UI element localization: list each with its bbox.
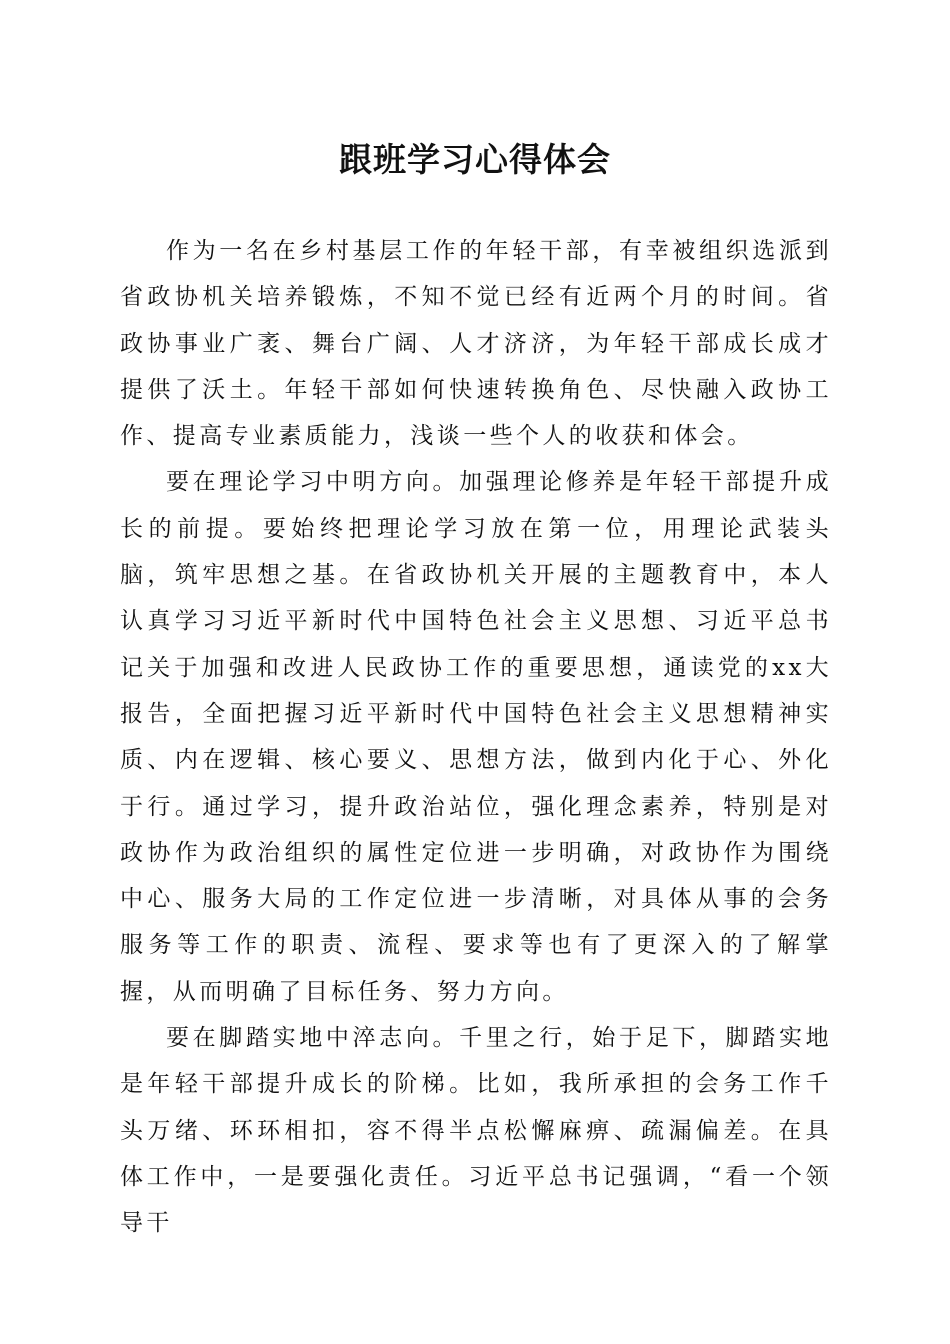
document-body <box>120 228 832 1247</box>
paragraph: 要在脚踏实地中淬志向。千里之行，始于足下，脚踏实地是年轻干部提升成长的阶梯。比如，我所承担的会务工作千头万绪、环环相扣，容不得半点松懈麻痹、疏漏偏差。在具体工作中，一是要强化责任。习近平总书记强调，“看一个领导干 <box>120 1025 832 1237</box>
document-title: 跟班学习心得体会 <box>339 140 611 179</box>
paragraph: 要在理论学习中明方向。加强理论修养是年轻干部提升成长的前提。要始终把理论学习放在第一位，用理论武装头脑，筑牢思想之基。在省政协机关开展的主题教育中，本人认真学习习近平新时代中国特色社会主义思想、习近平总书记关于加强和改进人民政协工作的重要思想，通读党的xx大报告，全面把握习近平新时代中国特色社会主义思想精神实质、内在逻辑、核心要义、思想方法，做到内化于心、外化于行。通过学习，提升政治站位，强化理念素养，特别是对政协作为政治组织的属性定位进一步明确，对政协作为围绕中心、服务大局的工作定位进一步清晰，对具体从事的会务服务等工作的职责、流程、要求等也有了更深入的了解掌握，从而明确了目标任务、努力方向。 <box>120 469 832 1005</box>
paragraph: 作为一名在乡村基层工作的年轻干部，有幸被组织选派到省政协机关培养锻炼，不知不觉已经有近两个月的时间。省政协事业广袤、舞台广阔、人才济济，为年轻干部成长成才提供了沃土。年轻干部如何快速转换角色、尽快融入政协工作、提高专业素质能力，浅谈一些个人的收获和体会。 <box>120 238 832 450</box>
